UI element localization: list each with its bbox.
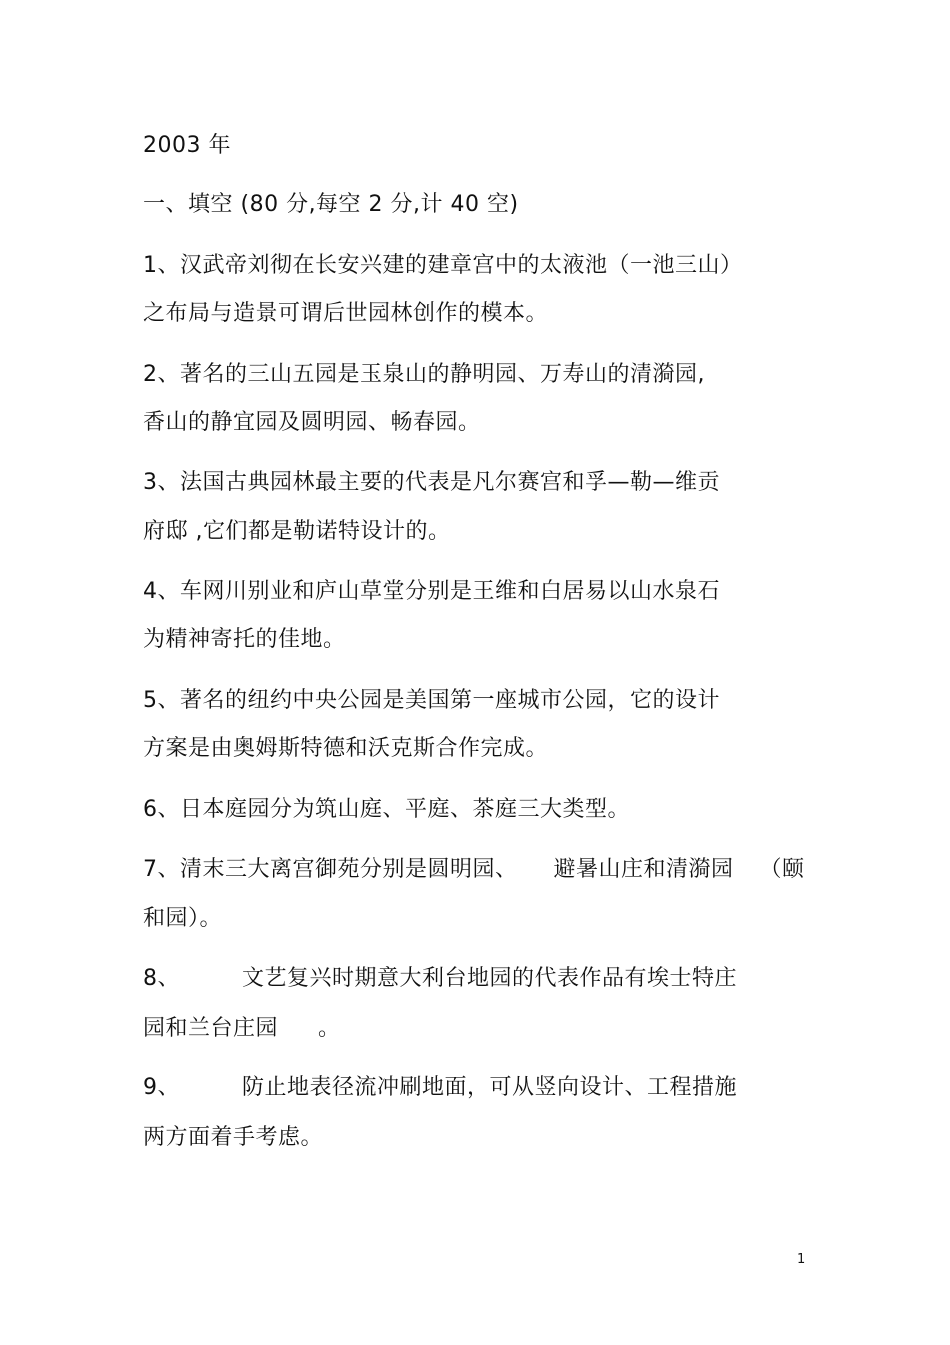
item-9-line-2: 两方面着手考虑。 [143, 1125, 324, 1150]
item-3-line-1: 3、法国古典园林最主要的代表是凡尔赛宫和孚—勒—维贡 [143, 470, 720, 495]
item-8-line-1 [143, 964, 737, 994]
item-9-line-1 [143, 1073, 737, 1103]
year-heading: 2003 年 [143, 133, 231, 158]
item-8-text: 文艺复兴时期意大利台地园的代表作品有埃士特庄 [242, 966, 738, 991]
page-number: 1 [797, 1252, 806, 1267]
item-7-text-a: 7、清末三大离宫御苑分别是圆明园、 [143, 857, 518, 882]
item-3-line-2: 府邸 ,它们都是勒诺特设计的。 [143, 519, 451, 544]
item-8-line-2 [143, 1014, 341, 1044]
item-4-line-2: 为精神寄托的佳地。 [143, 627, 346, 652]
item-5-line-2: 方案是由奥姆斯特德和沃克斯合作完成。 [143, 736, 549, 761]
item-6-line-1: 6、日本庭园分为筑山庭、平庭、茶庭三大类型。 [143, 797, 630, 822]
item-8-number: 8、 [143, 966, 180, 991]
item-1-line-2: 之布局与造景可谓后世园林创作的模本。 [143, 301, 549, 326]
item-2-line-2: 香山的静宜园及圆明园、畅春园。 [143, 410, 481, 435]
item-7-line-1 [143, 855, 805, 885]
item-2-line-1: 2、著名的三山五园是玉泉山的静明园、万寿山的清漪园, [143, 362, 705, 387]
section-heading: 一、填空 (80 分,每空 2 分,计 40 空) [143, 192, 519, 217]
item-5-line-1: 5、著名的纽约中央公园是美国第一座城市公园，它的设计 [143, 688, 720, 713]
item-9-number: 9、 [143, 1075, 180, 1100]
item-8-text-cont: 园和兰台庄园 [143, 1016, 279, 1041]
item-4-line-1: 4、车网川别业和庐山草堂分别是王维和白居易以山水泉石 [143, 579, 720, 604]
item-7-line-2: 和园）。 [143, 906, 223, 931]
item-8-period: 。 [318, 1016, 341, 1041]
item-1-line-1: 1、汉武帝刘彻在长安兴建的建章宫中的太液池（一池三山） [143, 253, 743, 278]
item-9-text: 防止地表径流冲刷地面，可从竖向设计、工程措施 [242, 1075, 738, 1100]
item-7-text-c: （颐 [759, 857, 805, 882]
item-7-text-b: 避暑山庄和清漪园 [553, 857, 734, 882]
